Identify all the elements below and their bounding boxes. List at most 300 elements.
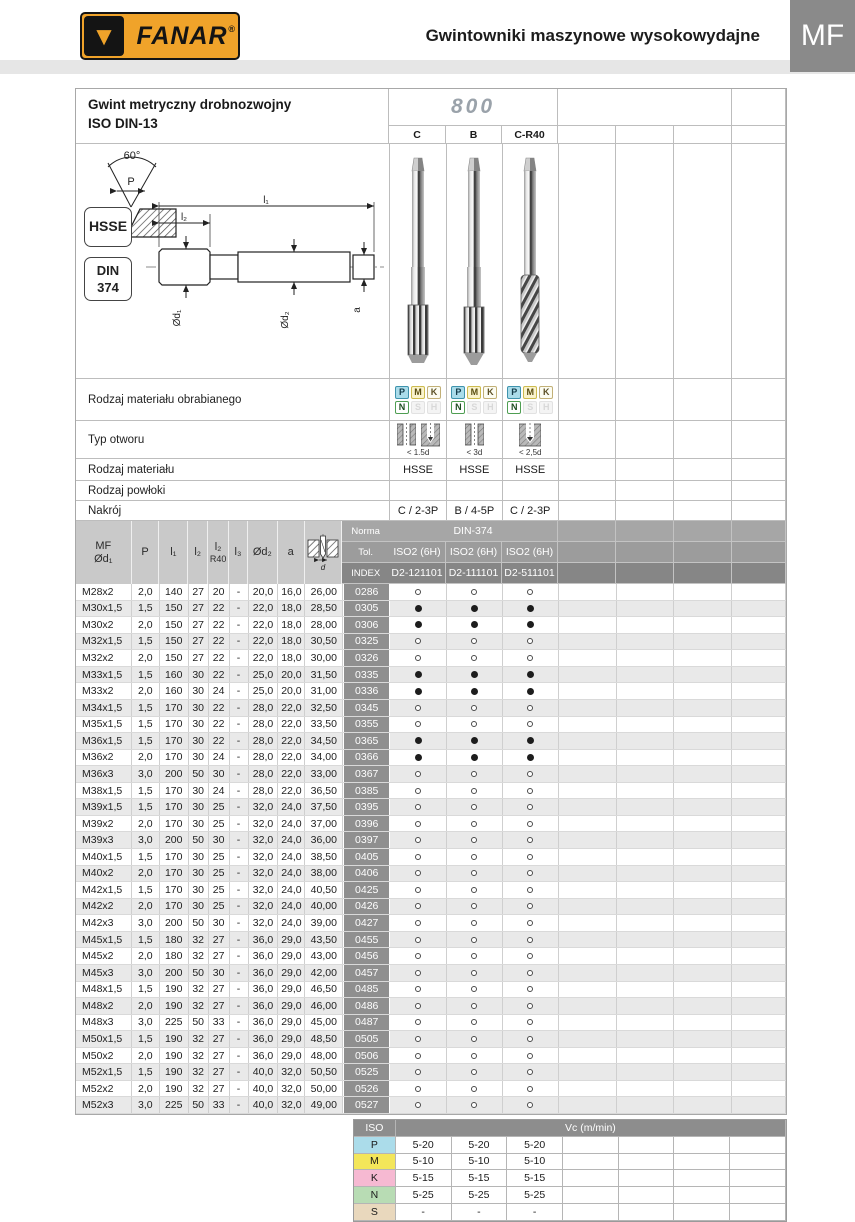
empty-cell — [563, 1187, 619, 1204]
workpiece-material-row — [76, 379, 786, 421]
pitch-cell: 1,5 — [132, 733, 160, 749]
a-cell: 29,0 — [278, 1048, 305, 1064]
availability-cell — [503, 799, 559, 815]
empty-cell — [617, 750, 675, 766]
column-header-drill-diameter — [305, 521, 343, 584]
availability-open-dot — [415, 937, 421, 943]
availability-cell — [390, 766, 447, 782]
drill-diameter-cell: 40,00 — [305, 899, 343, 915]
table-row — [76, 799, 786, 816]
availability-open-dot — [527, 870, 533, 876]
availability-cell — [503, 965, 559, 981]
l1-cell: 225 — [160, 1015, 189, 1031]
l2-r40-cell: 25 — [209, 799, 230, 815]
size-cell: M45x3 — [76, 965, 132, 981]
fanar-logo-text: FANAR ® — [136, 21, 236, 50]
size-cell: M28x2 — [76, 584, 132, 600]
spec-table-header — [76, 521, 786, 584]
l3-cell: - — [230, 816, 249, 832]
availability-open-dot — [471, 903, 477, 909]
d2-cell: 36,0 — [249, 1015, 279, 1031]
availability-open-dot — [415, 970, 421, 976]
l2-r40-cell: 22 — [209, 617, 230, 633]
l2-r40-cell: 30 — [209, 915, 230, 931]
empty-cell — [732, 750, 786, 766]
norma-label: Norma — [342, 521, 389, 542]
index-badge: 0456 — [343, 948, 390, 964]
empty-cell — [674, 1204, 730, 1221]
l2-cell: 27 — [189, 650, 209, 666]
a-cell: 29,0 — [278, 948, 305, 964]
availability-cell — [390, 1048, 447, 1064]
pitch-cell: 2,0 — [132, 899, 160, 915]
availability-open-dot — [527, 771, 533, 777]
l1-cell: 200 — [160, 832, 189, 848]
l2-cell: 30 — [189, 683, 209, 699]
standard-badge: DIN 374 — [84, 257, 132, 301]
l2-cell: 32 — [189, 1064, 209, 1080]
table-row — [76, 584, 786, 601]
pitch-cell: 3,0 — [132, 915, 160, 931]
material-group-k: K — [427, 386, 441, 399]
l2-r40-cell: 24 — [209, 683, 230, 699]
empty-cell — [559, 1015, 617, 1031]
index-code-b: D2-111101 — [446, 563, 502, 584]
empty-cell — [619, 1204, 675, 1221]
availability-cell — [390, 617, 447, 633]
pitch-cell: 2,0 — [132, 816, 160, 832]
availability-filled-dot — [471, 605, 478, 612]
availability-open-dot — [415, 837, 421, 843]
a-cell: 16,0 — [278, 584, 305, 600]
empty-cell — [559, 882, 617, 898]
tap-image-straight-flute — [401, 155, 435, 367]
l1-cell: 150 — [160, 617, 189, 633]
d2-cell: 22,0 — [249, 634, 279, 650]
empty-cell — [617, 766, 675, 782]
l2-r40-cell: 22 — [209, 667, 230, 683]
empty-cell — [559, 932, 617, 948]
material-groups-c — [390, 379, 447, 421]
empty-cell — [617, 634, 675, 650]
column-header-l3: l₃ — [229, 521, 248, 584]
a-cell: 32,0 — [278, 1081, 305, 1097]
availability-cell — [503, 1081, 559, 1097]
drill-diameter-cell: 30,50 — [305, 634, 343, 650]
d2-cell: 32,0 — [249, 882, 279, 898]
availability-cell — [503, 650, 559, 666]
drill-diameter-cell: 36,00 — [305, 832, 343, 848]
a-cell: 29,0 — [278, 965, 305, 981]
l2-r40-cell: 30 — [209, 766, 230, 782]
hole-type-label: Typ otworu — [76, 421, 390, 459]
pitch-cell: 2,0 — [132, 584, 160, 600]
empty-cell — [559, 1064, 617, 1080]
pitch-cell: 2,0 — [132, 998, 160, 1014]
availability-cell — [447, 965, 503, 981]
empty-cell — [674, 683, 732, 699]
hole-type-c — [390, 421, 447, 459]
pitch-cell: 2,0 — [132, 750, 160, 766]
empty-cell — [730, 1204, 786, 1221]
size-cell: M40x1,5 — [76, 849, 132, 865]
svg-text:d: d — [320, 562, 326, 572]
pitch-cell: 1,5 — [132, 982, 160, 998]
size-cell: M42x3 — [76, 915, 132, 931]
availability-cell — [390, 899, 447, 915]
chamfer-row — [76, 501, 786, 521]
pitch-cell: 2,0 — [132, 617, 160, 633]
drill-diameter-cell: 28,50 — [305, 601, 343, 617]
empty-cell — [674, 799, 732, 815]
tolerance-value: ISO2 (6H) — [446, 542, 502, 563]
index-badge: 0305 — [343, 601, 390, 617]
availability-cell — [447, 584, 503, 600]
empty-cell — [732, 1048, 786, 1064]
empty-cell — [732, 617, 786, 633]
empty-cell — [732, 650, 786, 666]
l2-cell: 32 — [189, 1031, 209, 1047]
availability-open-dot — [471, 804, 477, 810]
availability-open-dot — [527, 705, 533, 711]
l2-r40-cell: 25 — [209, 899, 230, 915]
size-cell: M33x2 — [76, 683, 132, 699]
l2-r40-cell: 25 — [209, 866, 230, 882]
availability-cell — [447, 948, 503, 964]
empty-cell — [559, 783, 617, 799]
availability-cell — [390, 1081, 447, 1097]
empty-cell — [559, 832, 617, 848]
empty-cell — [674, 617, 732, 633]
pitch-cell: 1,5 — [132, 634, 160, 650]
d2-cell: 22,0 — [249, 650, 279, 666]
availability-open-dot — [471, 788, 477, 794]
availability-cell — [447, 717, 503, 733]
pitch-cell: 1,5 — [132, 700, 160, 716]
l3-cell: - — [230, 882, 249, 898]
availability-open-dot — [415, 655, 421, 661]
d2-cell: 32,0 — [249, 899, 279, 915]
material-group-m: M — [523, 386, 537, 399]
empty-cell — [617, 717, 675, 733]
empty-cell — [617, 965, 675, 981]
fanar-logo — [80, 12, 240, 60]
empty-cell — [674, 1154, 730, 1171]
l3-cell: - — [230, 617, 249, 633]
empty-cell — [732, 1081, 786, 1097]
availability-cell — [503, 1031, 559, 1047]
table-row — [76, 783, 786, 800]
d2-cell: 36,0 — [249, 1048, 279, 1064]
l3-cell: - — [230, 948, 249, 964]
index-badge: 0326 — [343, 650, 390, 666]
empty-cell — [674, 948, 732, 964]
table-row — [76, 634, 786, 651]
availability-cell — [390, 982, 447, 998]
availability-open-dot — [471, 837, 477, 843]
l2-r40-cell: 24 — [209, 783, 230, 799]
l3-cell: - — [230, 1031, 249, 1047]
catalog-table — [75, 88, 787, 1115]
vc-value-cell: 5-25 — [452, 1187, 508, 1204]
vc-value-cell: - — [507, 1204, 563, 1221]
a-cell: 22,0 — [278, 700, 305, 716]
chamfer-label: Nakrój — [76, 501, 390, 521]
availability-open-dot — [471, 937, 477, 943]
l3-cell: - — [230, 982, 249, 998]
pitch-cell: 1,5 — [132, 799, 160, 815]
size-cell: M30x2 — [76, 617, 132, 633]
spec-table-body — [76, 584, 786, 1114]
l1-cell: 200 — [160, 915, 189, 931]
index-badge: 0385 — [343, 783, 390, 799]
pitch-cell: 1,5 — [132, 783, 160, 799]
l1-cell: 180 — [160, 932, 189, 948]
hole-depth-caption: < 1.5d — [406, 447, 430, 457]
a-cell: 24,0 — [278, 899, 305, 915]
empty-cell — [617, 899, 675, 915]
pitch-cell: 1,5 — [132, 1031, 160, 1047]
availability-open-dot — [415, 771, 421, 777]
empty-cell — [732, 683, 786, 699]
table-row — [76, 717, 786, 734]
l2-r40-cell: 30 — [209, 832, 230, 848]
availability-open-dot — [471, 953, 477, 959]
availability-cell — [447, 601, 503, 617]
d2-cell: 28,0 — [249, 750, 279, 766]
availability-cell — [503, 683, 559, 699]
table-row — [76, 1015, 786, 1032]
d2-cell: 36,0 — [249, 965, 279, 981]
l2-r40-cell: 30 — [209, 965, 230, 981]
l1-cell: 160 — [160, 683, 189, 699]
material-group-grid — [451, 386, 497, 414]
availability-cell — [447, 849, 503, 865]
availability-filled-dot — [527, 605, 534, 612]
l1-cell: 170 — [160, 750, 189, 766]
column-header-l1: l₁ — [159, 521, 188, 584]
empty-cell — [674, 1048, 732, 1064]
a-cell: 24,0 — [278, 882, 305, 898]
svg-text:l₂: l₂ — [180, 212, 188, 223]
availability-cell — [503, 882, 559, 898]
empty-cell — [617, 733, 675, 749]
availability-open-dot — [415, 1053, 421, 1059]
table-row — [76, 816, 786, 833]
l2-r40-cell: 27 — [209, 1031, 230, 1047]
l2-cell: 30 — [189, 799, 209, 815]
pitch-cell: 2,0 — [132, 650, 160, 666]
availability-cell — [503, 816, 559, 832]
hole-depth-caption: < 3d — [466, 447, 483, 457]
l3-cell: - — [230, 766, 249, 782]
d2-cell: 40,0 — [249, 1097, 279, 1113]
availability-cell — [447, 799, 503, 815]
d2-cell: 32,0 — [249, 866, 279, 882]
empty-cell — [674, 783, 732, 799]
l1-cell: 190 — [160, 1031, 189, 1047]
empty-cell — [617, 799, 675, 815]
empty-cell — [559, 750, 617, 766]
vc-value-cell: - — [452, 1204, 508, 1221]
l1-cell: 170 — [160, 899, 189, 915]
hole-type-b — [447, 421, 503, 459]
l2-cell: 30 — [189, 816, 209, 832]
table-row — [76, 700, 786, 717]
empty-cell — [674, 1064, 732, 1080]
availability-open-dot — [527, 1086, 533, 1092]
l3-cell: - — [230, 1081, 249, 1097]
header-divider-band — [0, 60, 855, 74]
empty-cell — [732, 948, 786, 964]
l2-cell: 32 — [189, 948, 209, 964]
tap-photo-c — [390, 144, 447, 379]
l1-cell: 170 — [160, 783, 189, 799]
empty-cell — [559, 584, 617, 600]
column-header-size: MF Ød₁ — [76, 521, 132, 584]
index-badge: 0425 — [343, 882, 390, 898]
availability-cell — [447, 1048, 503, 1064]
table-row — [76, 733, 786, 750]
pitch-cell: 3,0 — [132, 1097, 160, 1113]
empty-cell — [619, 1154, 675, 1171]
empty-cell — [732, 766, 786, 782]
empty-cell — [674, 816, 732, 832]
empty-cell — [674, 1031, 732, 1047]
tool-material-cr40: HSSE — [503, 459, 559, 481]
empty-cell — [559, 1031, 617, 1047]
l3-cell: - — [230, 650, 249, 666]
series-number: 800 — [389, 89, 558, 126]
empty-cell — [617, 1064, 675, 1080]
l2-cell: 32 — [189, 932, 209, 948]
empty-cell — [674, 667, 732, 683]
table-row — [76, 601, 786, 618]
empty-cell — [732, 915, 786, 931]
l2-r40-cell: 22 — [209, 634, 230, 650]
drill-diameter-cell: 40,50 — [305, 882, 343, 898]
l2-cell: 30 — [189, 667, 209, 683]
table-row — [76, 1048, 786, 1065]
index-badge: 0345 — [343, 700, 390, 716]
svg-text:Ød₁: Ød₁ — [172, 309, 183, 327]
drill-diameter-cell: 28,00 — [305, 617, 343, 633]
l2-cell: 30 — [189, 700, 209, 716]
availability-cell — [503, 717, 559, 733]
workpiece-material-label: Rodzaj materiału obrabianego — [76, 379, 390, 421]
l2-r40-cell: 20 — [209, 584, 230, 600]
material-group-n: N — [451, 401, 465, 414]
drill-diameter-cell: 50,00 — [305, 1081, 343, 1097]
availability-open-dot — [415, 887, 421, 893]
tool-material-b: HSSE — [447, 459, 503, 481]
hole-depth-caption: < 2,5d — [519, 447, 542, 457]
drawing-and-photos-row — [76, 144, 786, 379]
a-cell: 29,0 — [278, 1015, 305, 1031]
l2-cell: 50 — [189, 1097, 209, 1113]
empty-cell — [617, 683, 675, 699]
vc-value-cell: 5-15 — [396, 1170, 452, 1187]
empty-cell — [559, 650, 617, 666]
size-cell: M36x1,5 — [76, 733, 132, 749]
index-badge: 0527 — [343, 1097, 390, 1113]
l2-cell: 27 — [189, 634, 209, 650]
l3-cell: - — [230, 584, 249, 600]
empty-cell — [674, 1187, 730, 1204]
empty-cell — [559, 766, 617, 782]
material-group-m: M — [411, 386, 425, 399]
empty-cell — [559, 601, 617, 617]
empty-cell — [674, 750, 732, 766]
availability-cell — [503, 634, 559, 650]
table-row — [76, 1031, 786, 1048]
series-empty-cell — [558, 89, 732, 126]
l3-cell: - — [230, 899, 249, 915]
tolerance-value: ISO2 (6H) — [389, 542, 446, 563]
l2-cell: 50 — [189, 915, 209, 931]
availability-cell — [390, 667, 447, 683]
l2-cell: 50 — [189, 1015, 209, 1031]
index-badge: 0397 — [343, 832, 390, 848]
empty-cell — [674, 1170, 730, 1187]
l2-r40-cell: 27 — [209, 982, 230, 998]
tap-photo-b — [447, 144, 503, 379]
availability-open-dot — [527, 937, 533, 943]
empty-cell — [617, 617, 675, 633]
l1-cell: 200 — [160, 766, 189, 782]
l1-cell: 170 — [160, 700, 189, 716]
blind-hole-icon — [421, 423, 440, 447]
tolerance-value: ISO2 (6H) — [502, 542, 558, 563]
product-title: Gwint metryczny drobnozwojny ISO DIN-13 — [76, 89, 389, 144]
availability-open-dot — [471, 920, 477, 926]
l3-cell: - — [230, 965, 249, 981]
a-cell: 29,0 — [278, 932, 305, 948]
empty-cell — [732, 882, 786, 898]
availability-open-dot — [527, 1102, 533, 1108]
availability-open-dot — [471, 589, 477, 595]
empty-cell — [617, 832, 675, 848]
size-cell: M48x2 — [76, 998, 132, 1014]
availability-open-dot — [527, 986, 533, 992]
empty-cell — [617, 982, 675, 998]
material-group-k: K — [539, 386, 553, 399]
empty-cell — [732, 1064, 786, 1080]
l2-r40-cell: 22 — [209, 601, 230, 617]
table-row — [76, 617, 786, 634]
svg-text:P: P — [127, 176, 135, 188]
availability-cell — [390, 965, 447, 981]
availability-open-dot — [527, 953, 533, 959]
empty-cell — [617, 1031, 675, 1047]
empty-cell — [563, 1204, 619, 1221]
l2-r40-cell: 24 — [209, 750, 230, 766]
through-hole-icon — [465, 423, 484, 447]
availability-open-dot — [527, 721, 533, 727]
availability-cell — [390, 634, 447, 650]
availability-cell — [447, 700, 503, 716]
column-header-a: a — [278, 521, 305, 584]
size-cell: M42x2 — [76, 899, 132, 915]
d2-cell: 28,0 — [249, 733, 279, 749]
material-group-grid — [395, 386, 441, 414]
l1-cell: 190 — [160, 1081, 189, 1097]
index-badge: 0325 — [343, 634, 390, 650]
drill-diameter-cell: 43,00 — [305, 948, 343, 964]
availability-open-dot — [471, 854, 477, 860]
a-cell: 18,0 — [278, 601, 305, 617]
material-group-h-inactive: H — [539, 401, 553, 414]
